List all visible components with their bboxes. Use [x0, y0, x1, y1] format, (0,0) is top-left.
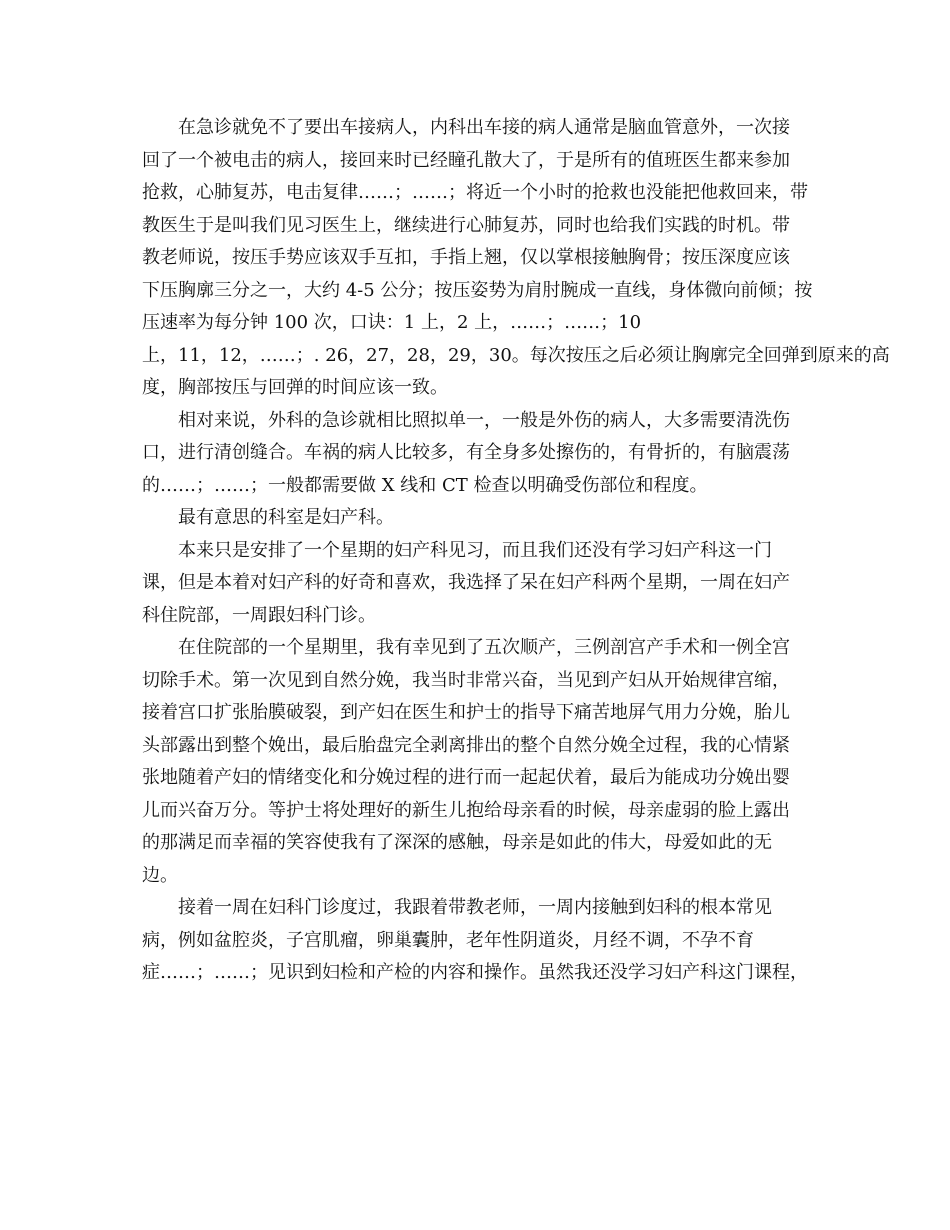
text-line: 接着一周在妇科门诊度过，我跟着带教老师，一周内接触到妇科的根本常见 [178, 897, 772, 918]
paragraph-obgyn-intro [142, 502, 806, 535]
text-line: 科住院部，一周跟妇科门诊。 [142, 604, 376, 626]
text-line: 病，例如盆腔炎，子宫肌瘤，卵巢囊肿，老年性阴道炎，月经不调，不孕不育 [142, 929, 754, 951]
text-line: 回了一个被电击的病人，接回来时已经瞳孔散大了，于是所有的值班医生都来参加 [142, 149, 790, 171]
paragraph-emergency-surgery [142, 405, 806, 503]
text-line: 症……；……；见识到妇检和产检的内容和操作。虽然我还没学习妇产科这门课程， [142, 962, 808, 983]
text-line: 教医生于是叫我们见习医生上，继续进行心肺复苏，同时也给我们实践的时机。带 [142, 214, 790, 236]
text-line: 头部露出到整个娩出，最后胎盘完全剥离排出的整个自然分娩全过程，我的心情紧 [142, 734, 790, 756]
paragraph-outpatient-week [142, 892, 806, 990]
text-line: 压速率为每分钟 100 次，口诀：1 上，2 上，……；……；10 [142, 312, 642, 333]
text-line: 张地随着产妇的情绪变化和分娩过程的进行而一起起伏着，最后为能成功分娩出婴 [142, 767, 790, 788]
text-line: 边。 [142, 864, 178, 886]
text-line: 在住院部的一个星期里，我有幸见到了五次顺产，三例剖宫产手术和一例全宫 [178, 637, 790, 658]
paragraph-emergency-internal [142, 112, 890, 405]
text-line: 口，进行清创缝合。车祸的病人比较多，有全身多处擦伤的，有骨折的，有脑震荡 [142, 442, 790, 463]
text-line: 在急诊就免不了要出车接病人，内科出车接的病人通常是脑血管意外，一次接 [178, 117, 790, 138]
text-line: 的……；……；一般都需要做 X 线和 CT 检查以明确受伤部位和程度。 [142, 474, 708, 496]
text-line: 下压胸廓三分之一，大约 4-5 公分；按压姿势为肩肘腕成一直线，身体微向前倾；按 [142, 279, 813, 301]
text-line: 接着宫口扩张胎膜破裂，到产妇在医生和护士的指导下痛苦地屏气用力分娩，胎儿 [142, 702, 790, 723]
text-line: 课，但是本着对妇产科的好奇和喜欢，我选择了呆在妇产科两个星期，一周在妇产 [142, 572, 790, 593]
text-line: 的那满足而幸福的笑容使我有了深深的感触，母亲是如此的伟大，母爱如此的无 [142, 832, 772, 853]
text-line: 抢救，心肺复苏，电击复律……；……；将近一个小时的抢救也没能把他救回来，带 [142, 182, 808, 203]
paragraph-obgyn-schedule [142, 535, 806, 633]
text-line: 相对来说，外科的急诊就相比照拟单一，一般是外伤的病人，大多需要清洗伤 [178, 409, 790, 431]
paragraph-inpatient-week [142, 632, 806, 892]
text-line: 本来只是安排了一个星期的妇产科见习，而且我们还没有学习妇产科这一门 [178, 539, 772, 561]
document-body [142, 112, 890, 990]
text-line: 度，胸部按压与回弹的时间应该一致。 [142, 377, 448, 398]
text-line: 儿而兴奋万分。等护士将处理好的新生儿抱给母亲看的时候，母亲虚弱的脸上露出 [142, 799, 790, 821]
text-line: 最有意思的科室是妇产科。 [178, 507, 394, 528]
text-line: 教老师说，按压手势应该双手互扣，手指上翘，仅以掌根接触胸骨；按压深度应该 [142, 247, 790, 268]
text-line: 上，11，12，……；. 26，27，28，29，30。每次按压之后必须让胸廓完全回弹到原来的高 [142, 344, 890, 366]
text-line: 切除手术。第一次见到自然分娩，我当时非常兴奋，当见到产妇从开始规律宫缩， [142, 669, 790, 691]
